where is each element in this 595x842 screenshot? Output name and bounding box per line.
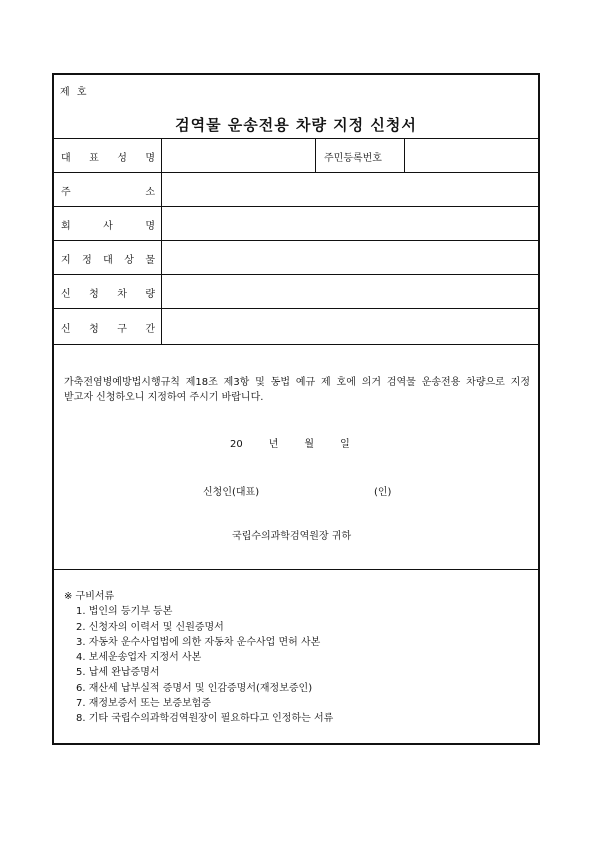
list-item: 2. 신청자의 이력서 및 신원증명서 (76, 621, 224, 633)
field-label-vehicle: 신 청 차 량 (54, 275, 162, 309)
application-date: 20 년 월 일 (230, 439, 350, 450)
list-item: 6. 재산세 납부실적 증명서 및 인감증명서(재정보증인) (76, 682, 313, 694)
field-row-vehicle (54, 274, 538, 309)
field-row-target-item (54, 240, 538, 275)
document-number-label: 제 호 (60, 87, 89, 98)
list-item: 3. 자동차 운수사업법에 의한 자동차 운수사업 면허 사본 (76, 636, 321, 648)
application-statement-section (54, 344, 538, 570)
field-label-section: 신 청 구 간 (54, 309, 162, 345)
field-row-representative (54, 138, 538, 173)
addressee: 국립수의과학검역원장 귀하 (232, 531, 352, 542)
field-label-address: 주 소 (54, 173, 162, 207)
field-label-representative: 대 표 성 명 (54, 139, 162, 173)
list-item: 1. 법인의 등기부 등본 (76, 606, 173, 618)
list-item: 4. 보세운송업자 지정서 사본 (76, 652, 202, 664)
field-label-resident-number: 주민등록번호 (315, 139, 405, 173)
application-form (52, 73, 540, 745)
field-row-section (54, 308, 538, 345)
field-label-company: 회 사 명 (54, 207, 162, 241)
seal-label: (인) (374, 487, 392, 498)
required-documents (64, 589, 333, 727)
field-row-company (54, 206, 538, 241)
required-documents-heading: ※ 구비서류 (64, 591, 115, 602)
form-title: 검역물 운송전용 차량 지정 신청서 (175, 116, 417, 134)
field-row-address (54, 172, 538, 207)
application-statement: 가축전염병예방법시행규칙 제18조 제3항 및 동법 예규 제 호에 의거 검역물 운송전용 차량으로 지정 받고자 신청하오니 지정하여 주시기 바랍니다. (64, 377, 530, 403)
field-label-target-item: 지 정 대 상 물 (54, 241, 162, 275)
list-item: 8. 기타 국립수의과학검역원장이 필요하다고 인정하는 서류 (76, 713, 334, 725)
list-item: 5. 납세 완납증명서 (76, 667, 160, 679)
list-item: 7. 재정보증서 또는 보증보험증 (76, 698, 211, 710)
applicant-label: 신청인(대표) (203, 487, 260, 498)
